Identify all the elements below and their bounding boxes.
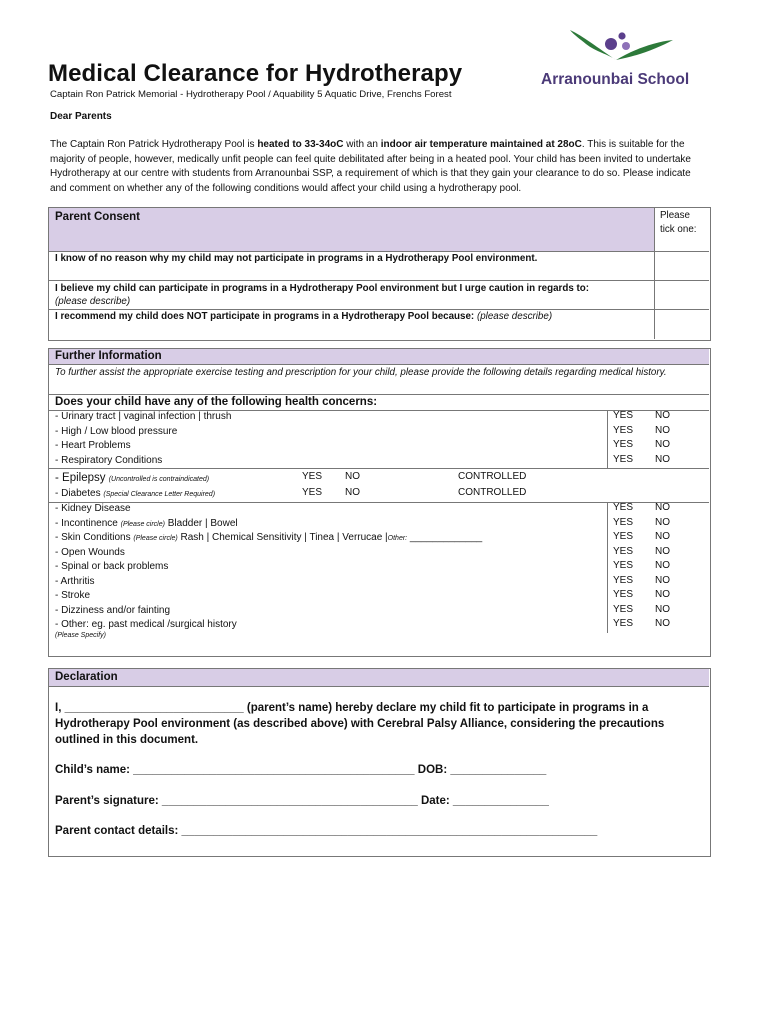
parent-signature-field[interactable]: Parent’s signature: ________________________________________ Date: _______________	[55, 795, 549, 807]
consent-option-1: I know of no reason why my child may not participate in programs in a Hydrotherapy Pool environment.	[55, 253, 538, 264]
consent-option-2-note: (please describe)	[55, 296, 131, 307]
further-information-heading: Further Information	[55, 350, 162, 362]
no-option[interactable]: NO	[655, 574, 670, 586]
tick-box-2[interactable]	[655, 281, 709, 309]
controlled-option[interactable]: CONTROLLED	[458, 487, 527, 498]
condition-skin: - Skin Conditions (Please circle) Rash | Chemical Sensitivity | Tinea | Verrucae |Other: _____________	[55, 532, 483, 543]
no-option[interactable]: NO	[655, 545, 670, 557]
page-subtitle: Captain Ron Patrick Memorial - Hydrotherapy Pool / Aquability 5 Aquatic Drive, Frenchs Forest	[50, 89, 452, 100]
declaration-header	[49, 669, 709, 686]
no-option[interactable]: NO	[655, 589, 670, 600]
yes-option[interactable]: YES	[302, 471, 323, 482]
yes-option[interactable]: YES	[613, 516, 634, 528]
declaration-line-1: I, ____________________________ (parent’s name) hereby declare my child fit to participate in programs in a	[55, 702, 649, 714]
yes-option[interactable]: YES	[613, 453, 634, 465]
yes-option[interactable]: YES	[613, 531, 634, 542]
no-option[interactable]: NO	[655, 560, 670, 571]
child-name-field[interactable]: Child’s name: ____________________________________________ DOB: _______________	[55, 764, 547, 776]
tick-box-3[interactable]	[655, 310, 709, 339]
condition-blood-pressure: - High / Low blood pressure	[55, 425, 178, 437]
condition-epilepsy: - Epilepsy (Uncontrolled is contraindicated)	[55, 472, 210, 484]
yes-option[interactable]: YES	[613, 589, 634, 600]
yes-option[interactable]: YES	[613, 545, 634, 557]
yes-option[interactable]: YES	[613, 424, 634, 436]
tick-box-1[interactable]	[655, 252, 709, 280]
no-option[interactable]: NO	[345, 471, 360, 482]
controlled-option[interactable]: CONTROLLED	[458, 471, 527, 482]
condition-urinary: - Urinary tract | vaginal infection | thrush	[55, 411, 232, 422]
intro-paragraph: The Captain Ron Patrick Hydrotherapy Pool is heated to 33-34oC with an indoor air temperature maintained at 28oC. This is suitable for the majority of people, however, medically unfit people can feel quite debilitated after being in a heated pool. Your child has been invited to undertake Hydrotherapy at our centre with students from Arranounbai SSP, a requirement of which is that they gain your clearance to do so. Please indicate and comment on whether any of the following conditions would affect your child using a hydrotherapy pool.	[50, 139, 691, 194]
condition-stroke: - Stroke	[55, 590, 91, 601]
yes-option[interactable]: YES	[613, 560, 634, 571]
condition-heart: - Heart Problems	[55, 440, 131, 451]
health-question: Does your child have any of the following health concerns:	[55, 396, 378, 408]
yes-option[interactable]: YES	[613, 410, 634, 421]
condition-kidney: - Kidney Disease	[55, 503, 131, 514]
no-option[interactable]: NO	[655, 424, 670, 436]
yes-option[interactable]: YES	[613, 439, 634, 450]
school-name: Arranounbai School	[541, 71, 690, 88]
parent-consent-heading: Parent Consent	[55, 211, 140, 223]
condition-diabetes: - Diabetes (Special Clearance Letter Required)	[55, 488, 216, 499]
no-option[interactable]: NO	[655, 410, 670, 421]
page-title: Medical Clearance for Hydrotherapy	[48, 60, 463, 87]
specify-note: (Please Specify)	[55, 632, 106, 639]
no-option[interactable]: NO	[655, 502, 670, 513]
yes-option[interactable]: YES	[613, 574, 634, 586]
declaration-heading: Declaration	[55, 671, 118, 683]
no-option[interactable]: NO	[655, 453, 670, 465]
yes-option[interactable]: YES	[302, 487, 323, 498]
no-option[interactable]: NO	[655, 531, 670, 542]
greeting: Dear Parents	[50, 111, 112, 122]
condition-other: - Other: eg. past medical /surgical history	[55, 619, 237, 630]
no-option[interactable]: NO	[655, 439, 670, 450]
condition-open-wounds: - Open Wounds	[55, 546, 125, 558]
condition-respiratory: - Respiratory Conditions	[55, 454, 163, 466]
no-option[interactable]: NO	[345, 487, 360, 498]
no-option[interactable]: NO	[655, 516, 670, 528]
further-instructions: To further assist the appropriate exercise testing and prescription for your child, please provide the following details regarding medical history.	[55, 367, 667, 378]
no-option[interactable]: NO	[655, 603, 670, 615]
tick-header: Please tick one:	[660, 210, 697, 235]
yes-option[interactable]: YES	[613, 502, 634, 513]
condition-incontinence: - Incontinence (Please circle) Bladder | Bowel	[55, 517, 238, 529]
condition-arthritis: - Arthritis	[55, 575, 95, 587]
declaration-line-2: Hydrotherapy Pool environment (as described above) with Cerebral Palsy Alliance, considering the precautions	[55, 718, 665, 730]
condition-dizziness: - Dizziness and/or fainting	[55, 604, 171, 616]
consent-option-2: I believe my child can participate in programs in a Hydrotherapy Pool environment but I urge caution in regards to:	[55, 283, 590, 294]
no-option[interactable]: NO	[655, 618, 670, 629]
yes-option[interactable]: YES	[613, 603, 634, 615]
condition-spinal: - Spinal or back problems	[55, 561, 169, 572]
consent-option-3: I recommend my child does NOT participate in programs in a Hydrotherapy Pool because: (please describe)	[55, 311, 553, 322]
parent-contact-field[interactable]: Parent contact details: _________________________________________________________________	[55, 825, 598, 837]
yes-option[interactable]: YES	[613, 618, 634, 629]
declaration-line-3: outlined in this document.	[55, 734, 199, 746]
